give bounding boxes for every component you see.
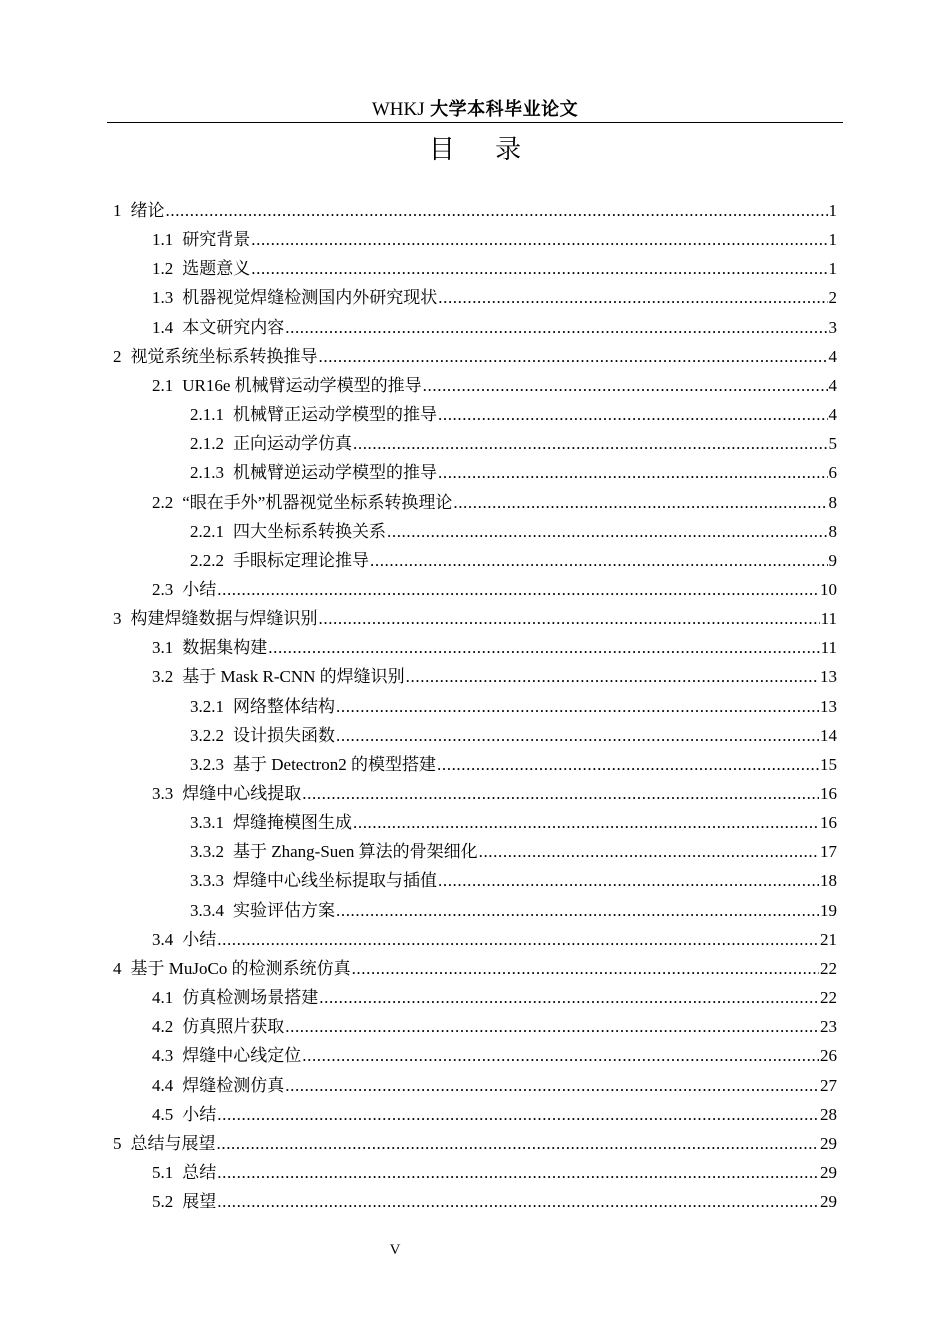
toc-entry-title: 基于 Mask R-CNN 的焊缝识别 <box>182 667 405 686</box>
toc-entry-number: 5.2 <box>152 1192 174 1211</box>
toc-entry-title: 总结与展望 <box>130 1134 216 1153</box>
toc-entry-page: 29 <box>820 1163 837 1182</box>
toc-dot-leader <box>268 633 819 662</box>
toc-entry[interactable] <box>113 342 837 371</box>
toc-entry-number: 4 <box>113 959 122 978</box>
toc-entry[interactable] <box>190 808 837 837</box>
toc-entry[interactable] <box>190 517 837 546</box>
toc-dot-leader <box>217 925 819 954</box>
toc-entry[interactable] <box>190 750 837 779</box>
toc-dot-leader <box>302 1041 819 1070</box>
toc-entry[interactable] <box>152 633 837 662</box>
header-institution: WHKJ <box>371 99 425 120</box>
toc-entry-page: 17 <box>820 842 837 861</box>
toc-entry-number: 3.3 <box>152 784 174 803</box>
toc-entry-title: 焊缝检测仿真 <box>182 1076 285 1095</box>
toc-entry[interactable] <box>113 954 837 983</box>
toc-entry[interactable] <box>190 837 837 866</box>
toc-entry-page: 22 <box>820 959 837 978</box>
toc-entry-page: 19 <box>820 901 837 920</box>
toc-entry[interactable] <box>152 254 837 283</box>
toc-dot-leader <box>251 225 827 254</box>
toc-entry-title: 焊缝中心线坐标提取与插值 <box>233 871 437 890</box>
toc-entry-page: 11 <box>820 638 837 657</box>
toc-dot-leader <box>438 458 828 487</box>
page-number: V <box>389 1242 401 1258</box>
toc-entry-number: 3 <box>113 609 122 628</box>
toc-entry[interactable] <box>152 925 837 954</box>
toc-dot-leader <box>406 662 819 691</box>
toc-entry-page: 29 <box>820 1192 837 1211</box>
toc-entry-title: 焊缝掩模图生成 <box>233 813 352 832</box>
toc-entry[interactable] <box>152 1158 837 1187</box>
toc-entry-page: 9 <box>828 551 837 570</box>
toc-entry-number: 5 <box>113 1134 122 1153</box>
toc-entry[interactable] <box>152 1100 837 1129</box>
toc-entry[interactable] <box>152 283 837 312</box>
toc-entry[interactable] <box>190 896 837 925</box>
toc-entry-page: 4 <box>828 376 837 395</box>
toc-dot-leader <box>438 866 819 895</box>
toc-entry-title: 四大坐标系转换关系 <box>233 522 386 541</box>
toc-entry-number: 2.2 <box>152 493 174 512</box>
toc-entry-title: 机械臂正运动学模型的推导 <box>233 405 437 424</box>
toc-entry-number: 2.3 <box>152 580 174 599</box>
toc-entry-number: 2.2.2 <box>190 551 224 570</box>
toc-entry-page: 23 <box>820 1017 837 1036</box>
toc-entry-title: 绪论 <box>130 201 165 220</box>
toc-dot-leader <box>302 779 819 808</box>
toc-entry-number: 3.4 <box>152 930 174 949</box>
toc-entry[interactable] <box>152 1071 837 1100</box>
toc-entry[interactable] <box>152 1187 837 1216</box>
toc-entry-page: 18 <box>820 871 837 890</box>
toc-entry-page: 16 <box>820 784 837 803</box>
toc-entry-title: 仿真照片获取 <box>182 1017 285 1036</box>
toc-entry-number: 1.2 <box>152 259 174 278</box>
toc-dot-leader <box>370 546 828 575</box>
toc-entry-page: 13 <box>820 697 837 716</box>
toc-dot-leader <box>217 1158 819 1187</box>
toc-entry-page: 21 <box>820 930 837 949</box>
toc-dot-leader <box>479 837 819 866</box>
toc-entry-title: 焊缝中心线提取 <box>182 784 302 803</box>
header-rule <box>107 122 843 123</box>
toc-dot-leader <box>319 342 828 371</box>
toc-entry-number: 1.3 <box>152 288 174 307</box>
toc-entry[interactable] <box>152 575 837 604</box>
toc-entry-number: 3.1 <box>152 638 174 657</box>
toc-entry-title: 小结 <box>182 580 217 599</box>
toc-entry-page: 5 <box>828 434 837 453</box>
header-document-type: 大学本科毕业论文 <box>430 99 579 120</box>
toc-entry[interactable] <box>113 604 837 633</box>
toc-entry-number: 4.3 <box>152 1046 174 1065</box>
toc-entry-page: 4 <box>828 347 837 366</box>
toc-dot-leader <box>353 429 828 458</box>
toc-entry-number: 3.2.2 <box>190 726 224 745</box>
toc-entry-title: 网络整体结构 <box>233 697 335 716</box>
toc-entry-title: 机器视觉焊缝检测国内外研究现状 <box>182 288 438 307</box>
toc-entry[interactable] <box>190 429 837 458</box>
toc-entry[interactable] <box>190 692 837 721</box>
page-header <box>107 96 843 123</box>
toc-entry-number: 3.3.4 <box>190 901 224 920</box>
toc-entry[interactable] <box>152 779 837 808</box>
toc-entry[interactable] <box>113 1129 837 1158</box>
toc-entry-number: 1.1 <box>152 230 174 249</box>
toc-entry[interactable] <box>190 721 837 750</box>
toc-dot-leader <box>285 313 827 342</box>
toc-entry-title: 小结 <box>182 930 217 949</box>
toc-dot-leader <box>453 488 827 517</box>
toc-entry[interactable] <box>152 313 837 342</box>
toc-entry-number: 5.1 <box>152 1163 174 1182</box>
toc-dot-leader <box>166 196 828 225</box>
toc-entry-title: 设计损失函数 <box>233 726 335 745</box>
toc-entry[interactable] <box>152 488 837 517</box>
toc-entry[interactable] <box>190 546 837 575</box>
toc-entry-page: 2 <box>828 288 837 307</box>
toc-entry-title: 仿真检测场景搭建 <box>182 988 319 1007</box>
toc-entry-number: 3.2 <box>152 667 174 686</box>
toc-entry-number: 3.3.2 <box>190 842 224 861</box>
toc-entry-number: 4.2 <box>152 1017 174 1036</box>
toc-dot-leader <box>423 371 828 400</box>
toc-entry[interactable] <box>190 866 837 895</box>
toc-entry[interactable] <box>152 983 837 1012</box>
toc-entry-page: 4 <box>828 405 837 424</box>
toc-entry[interactable] <box>152 1041 837 1070</box>
toc-entry-title: 视觉系统坐标系转换推导 <box>130 347 318 366</box>
toc-entry-number: 2.1.2 <box>190 434 224 453</box>
toc-entry[interactable] <box>190 458 837 487</box>
toc-entry-title: 基于 Detectron2 的模型搭建 <box>233 755 437 774</box>
toc-dot-leader <box>438 283 827 312</box>
toc-entry-title: 展望 <box>182 1192 217 1211</box>
toc-entry-page: 1 <box>828 230 837 249</box>
toc-entry-page: 27 <box>820 1076 837 1095</box>
toc-entry-page: 29 <box>820 1134 837 1153</box>
toc-dot-leader <box>352 954 819 983</box>
toc-entry[interactable] <box>152 371 837 400</box>
toc-entry-page: 28 <box>820 1105 837 1124</box>
toc-entry-title: UR16e 机械臂运动学模型的推导 <box>182 376 422 395</box>
toc-entry-number: 3.3.3 <box>190 871 224 890</box>
toc-entry-number: 3.3.1 <box>190 813 224 832</box>
toc-entry-title: 手眼标定理论推导 <box>233 551 369 570</box>
toc-dot-leader <box>217 575 819 604</box>
toc-entry-title: 基于 MuJoCo 的检测系统仿真 <box>130 959 351 978</box>
toc-entry-number: 3.2.1 <box>190 697 224 716</box>
toc-entry-page: 1 <box>828 201 837 220</box>
toc-entry-page: 3 <box>828 318 837 337</box>
toc-entry-number: 2.1.3 <box>190 463 224 482</box>
toc-entry-title: 焊缝中心线定位 <box>182 1046 302 1065</box>
toc-entry[interactable] <box>152 1012 837 1041</box>
toc-dot-leader <box>285 1071 819 1100</box>
toc-entry-title: 构建焊缝数据与焊缝识别 <box>130 609 318 628</box>
toc-entry-title: 小结 <box>182 1105 217 1124</box>
toc-entry-page: 14 <box>820 726 837 745</box>
toc-entry[interactable] <box>113 196 837 225</box>
toc-dot-leader <box>217 1129 820 1158</box>
toc-entry-title: 研究背景 <box>182 230 251 249</box>
toc-dot-leader <box>319 604 820 633</box>
toc-entry-number: 3.2.3 <box>190 755 224 774</box>
toc-entry-title: 本文研究内容 <box>182 318 285 337</box>
toc-dot-leader <box>285 1012 819 1041</box>
toc-entry-page: 8 <box>828 522 837 541</box>
toc-entry-title: 数据集构建 <box>182 638 268 657</box>
toc-entry-number: 1 <box>113 201 122 220</box>
toc-entry-number: 2 <box>113 347 122 366</box>
toc-dot-leader <box>217 1100 819 1129</box>
toc-entry-page: 1 <box>828 259 837 278</box>
toc-entry-number: 1.4 <box>152 318 174 337</box>
toc-dot-leader <box>336 896 819 925</box>
toc-entry[interactable] <box>190 400 837 429</box>
toc-entry-title: “眼在手外”机器视觉坐标系转换理论 <box>182 493 453 512</box>
toc-entry-title: 基于 Zhang-Suen 算法的骨架细化 <box>233 842 478 861</box>
toc-entry-title: 总结 <box>182 1163 217 1182</box>
toc-dot-leader <box>353 808 819 837</box>
toc-entry-number: 2.1 <box>152 376 174 395</box>
toc-dot-leader <box>336 692 819 721</box>
toc-entry-number: 4.1 <box>152 988 174 1007</box>
toc-entry-number: 2.2.1 <box>190 522 224 541</box>
toc-entry-number: 2.1.1 <box>190 405 224 424</box>
toc-entry-page: 11 <box>820 609 837 628</box>
toc-dot-leader <box>251 254 827 283</box>
toc-dot-leader <box>387 517 828 546</box>
toc-dot-leader <box>437 750 819 779</box>
toc-title: 目 录 <box>428 135 538 165</box>
toc-entry-page: 26 <box>820 1046 837 1065</box>
toc-dot-leader <box>217 1187 819 1216</box>
toc-entry-number: 4.4 <box>152 1076 174 1095</box>
toc-entry-title: 实验评估方案 <box>233 901 335 920</box>
toc-entry-title: 机械臂逆运动学模型的推导 <box>233 463 437 482</box>
toc-entry[interactable] <box>152 662 837 691</box>
toc-dot-leader <box>319 983 819 1012</box>
toc-entry-page: 6 <box>828 463 837 482</box>
toc-entry-title: 选题意义 <box>182 259 251 278</box>
toc-entry-page: 15 <box>820 755 837 774</box>
toc-entry-number: 4.5 <box>152 1105 174 1124</box>
toc-dot-leader <box>336 721 819 750</box>
toc-dot-leader <box>438 400 828 429</box>
toc-entry-title: 正向运动学仿真 <box>233 434 352 453</box>
toc-entry-page: 13 <box>820 667 837 686</box>
toc-entry[interactable] <box>152 225 837 254</box>
toc-entry-page: 8 <box>828 493 837 512</box>
toc-entry-page: 10 <box>820 580 837 599</box>
toc-entry-page: 22 <box>820 988 837 1007</box>
toc-entry-page: 16 <box>820 813 837 832</box>
